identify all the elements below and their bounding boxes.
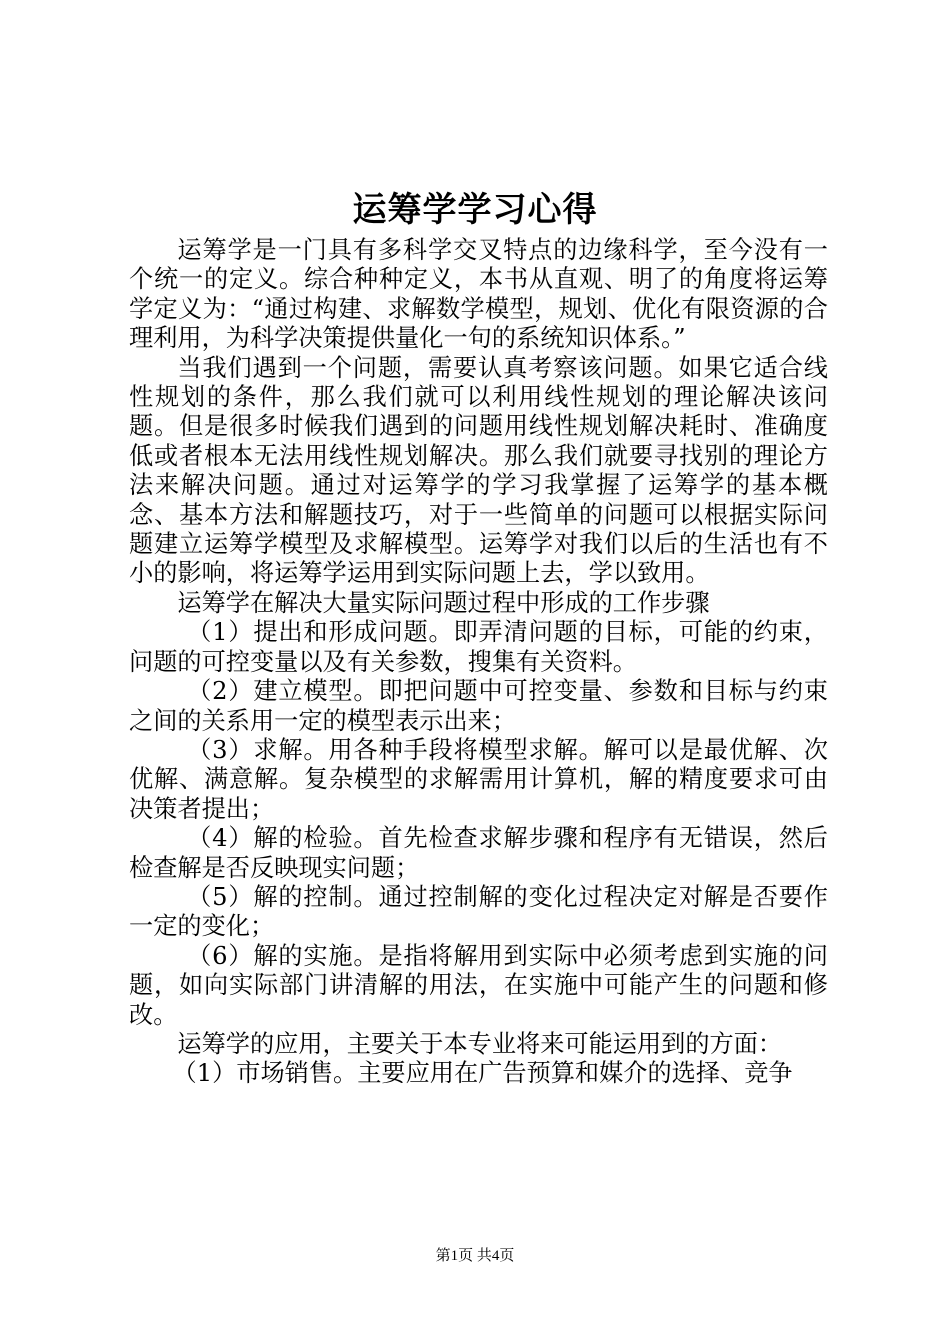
step-item: （3）求解。用各种手段将模型求解。解可以是最优解、次优解、满意解。复杂模型的求解需用计算机，解的精度要求可由决策者提出； — [129, 735, 828, 823]
paragraph-problem-solving: 当我们遇到一个问题，需要认真考察该问题。如果它适合线性规划的条件，那么我们就可以利用线性规划的理论解决该问题。但是很多时候我们遇到的问题用线性规划解决耗时、准确度低或者根本无法用线性规划解决。那么我们就要寻找别的理论方法来解决问题。通过对运筹学的学习我掌握了运筹学的基本概念、基本方法和解题技巧，对于一些简单的问题可以根据实际问题建立运筹学模型及求解模型。运筹学对我们以后的生活也有不小的影响，将运筹学运用到实际问题上去，学以致用。 — [129, 353, 828, 588]
document-title: 运筹学学习心得 — [352, 190, 598, 230]
application-item: （1）市场销售。主要应用在广告预算和媒介的选择、竞争 — [172, 1059, 793, 1088]
step-item: （2）建立模型。即把问题中可控变量、参数和目标与约束之间的关系用一定的模型表示出来； — [129, 677, 828, 735]
paragraph-intro: 运筹学是一门具有多科学交叉特点的边缘科学，至今没有一个统一的定义。综合种种定义，本书从直观、明了的角度将运筹学定义为：“通过构建、求解数学模型，规划、优化有限资源的合理利用，为科学决策提供量化一句的系统知识体系。” — [129, 236, 828, 353]
document-body — [129, 236, 828, 1089]
paragraph-steps-heading: 运筹学在解决大量实际问题过程中形成的工作步骤 — [177, 588, 710, 617]
step-item: （6）解的实施。是指将解用到实际中必须考虑到实施的问题，如向实际部门讲清解的用法，在实施中可能产生的问题和修改。 — [129, 941, 828, 1029]
step-item: （5）解的控制。通过控制解的变化过程决定对解是否要作一定的变化； — [129, 882, 828, 941]
paragraph-applications-heading: 运筹学的应用，主要关于本专业将来可能运用到的方面： — [177, 1029, 783, 1058]
step-item: （4）解的检验。首先检查求解步骤和程序有无错误，然后检查解是否反映现实问题； — [129, 824, 828, 882]
page-footer: 第1页 共4页 — [435, 1248, 515, 1264]
step-item: （1）提出和形成问题。即弄清问题的目标，可能的约束，问题的可控变量以及有关参数，搜集有关资料。 — [129, 618, 828, 676]
